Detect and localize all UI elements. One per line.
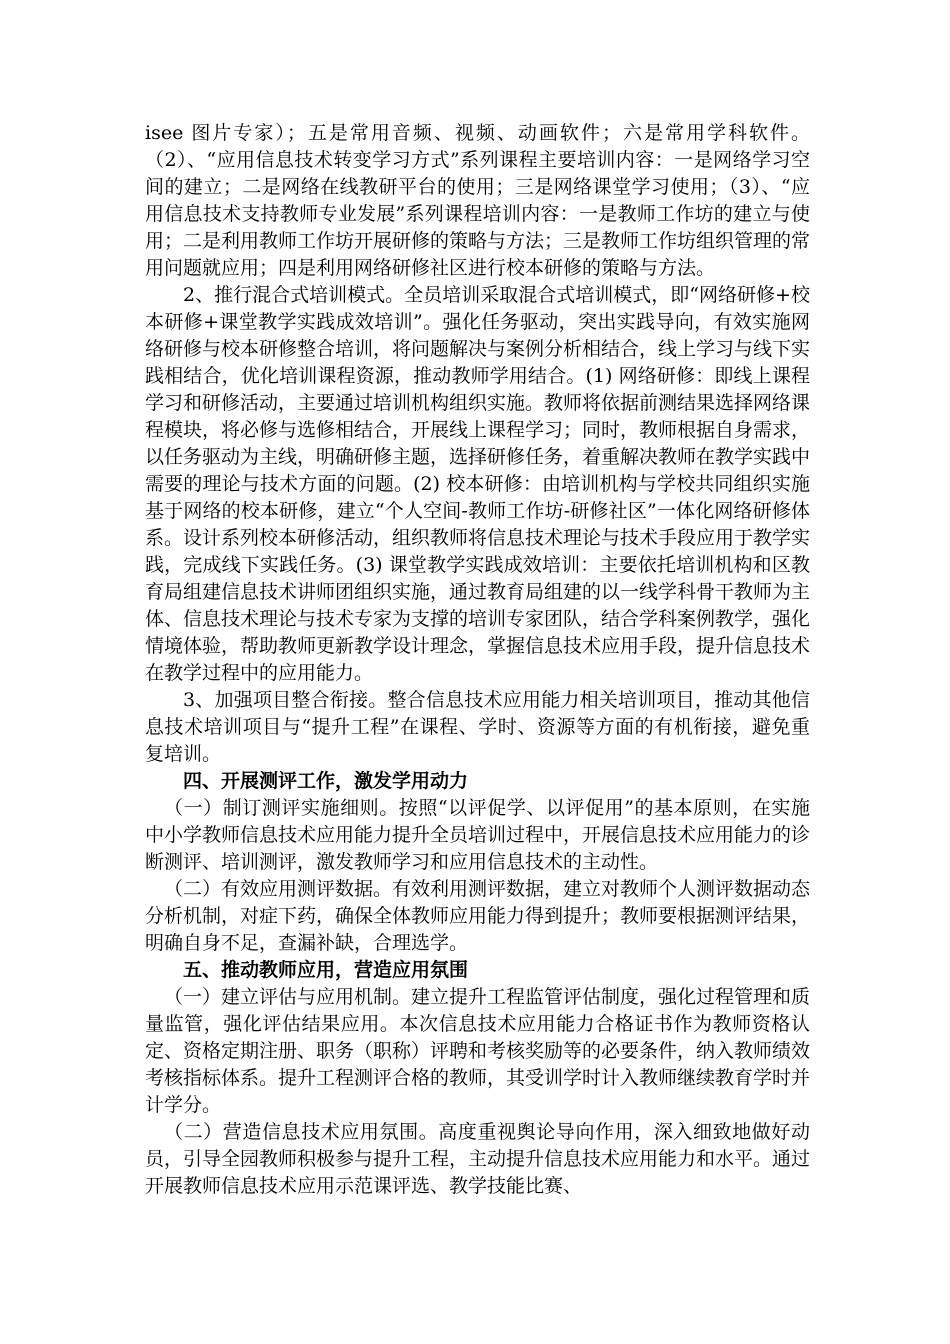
paragraph-evaluation-mechanism: （一）建立评估与应用机制。建立提升工程监管评估制度，强化过程管理和质量监管，强化评估结果应用。本次信息技术应用能力合格证书作为教师资格认定、资格定期注册、职务（职称）评聘和考核奖励等的必要条件，纳入教师绩效考核指标体系。提升工程测评合格的教师，其受训学时计入教师继续教育学时并计学分。: [145, 986, 811, 1116]
paragraph-assessment-rules: （一）制订测评实施细则。按照“以评促学、以评促用”的基本原则，在实施中小学教师信息技术应用能力提升全员培训过程中，开展信息技术应用能力的诊断测评、培训测评，激发教师学习和应用信息技术的主动性。: [145, 797, 811, 873]
document-page: [145, 120, 810, 1200]
section-heading-assessment: 四、开展测评工作，激发学用动力: [183, 770, 469, 792]
section-heading-application: 五、推动教师应用，营造应用氛围: [183, 959, 469, 981]
paragraph-assessment-data: （二）有效应用测评数据。有效利用测评数据，建立对教师个人测评数据动态分析机制，对症下药，确保全体教师应用能力得到提升；教师要根据测评结果，明确自身不足，查漏补缺，合理选学。: [145, 878, 811, 954]
paragraph-application-atmosphere: （二）营造信息技术应用氛围。高度重视舆论导向作用，深入细致地做好动员，引导全园教师积极参与提升工程，主动提升信息技术应用能力和水平。通过开展教师信息技术应用示范课评选、教学技能比赛、: [145, 1121, 811, 1197]
paragraph-course-content: isee 图片专家）；五是常用音频、视频、动画软件；六是常用学科软件。（2）、“应用信息技术转变学习方式”系列课程主要培训内容：一是网络学习空间的建立；二是网络在线教研平台的使用；三是网络课堂学习使用；（3）、“应用信息技术支持教师专业发展”系列课程培训内容：一是教师工作坊的建立与使用；二是利用教师工作坊开展研修的策略与方法；三是教师工作坊组织管理的常用问题就应用；四是利用网络研修社区进行校本研修的策略与方法。: [145, 122, 811, 279]
paragraph-mixed-training: 2、推行混合式培训模式。全员培训采取混合式培训模式，即“网络研修+校本研修+课堂教学实践成效培训”。强化任务驱动，突出实践导向，有效实施网络研修与校本研修整合培训，将问题解决与案例分析相结合，线上学习与线下实践相结合，优化培训课程资源，推动教师学用结合。(1) 网络研修：即线上课程学习和研修活动，主要通过培训机构组织实施。教师将依据前测结果选择网络课程模块，将必修与选修相结合，开展线上课程学习；同时，教师根据自身需求，以任务驱动为主线，明确研修主题，选择研修任务，着重解决教师在教学实践中需要的理论与技术方面的问题。(2) 校本研修：由培训机构与学校共同组织实施基于网络的校本研修，建立“个人空间-教师工作坊-研修社区”一体化网络研修体系。设计系列校本研修活动，组织教师将信息技术理论与技术手段应用于教学实践，完成线下实践任务。(3) 课堂教学实践成效培训：主要依托培训机构和区教育局组建信息技术讲师团组织实施，通过教育局组建的以一线学科骨干教师为主体、信息技术理论与技术专家为支撑的培训专家团队，结合学科案例教学，强化情境体验，帮助教师更新教学设计理念，掌握信息技术应用手段，提升信息技术在教学过程中的应用能力。: [145, 284, 811, 684]
paragraph-project-integration: 3、加强项目整合衔接。整合信息技术应用能力相关培训项目，推动其他信息技术培训项目与“提升工程”在课程、学时、资源等方面的有机衔接，避免重复培训。: [145, 689, 810, 765]
